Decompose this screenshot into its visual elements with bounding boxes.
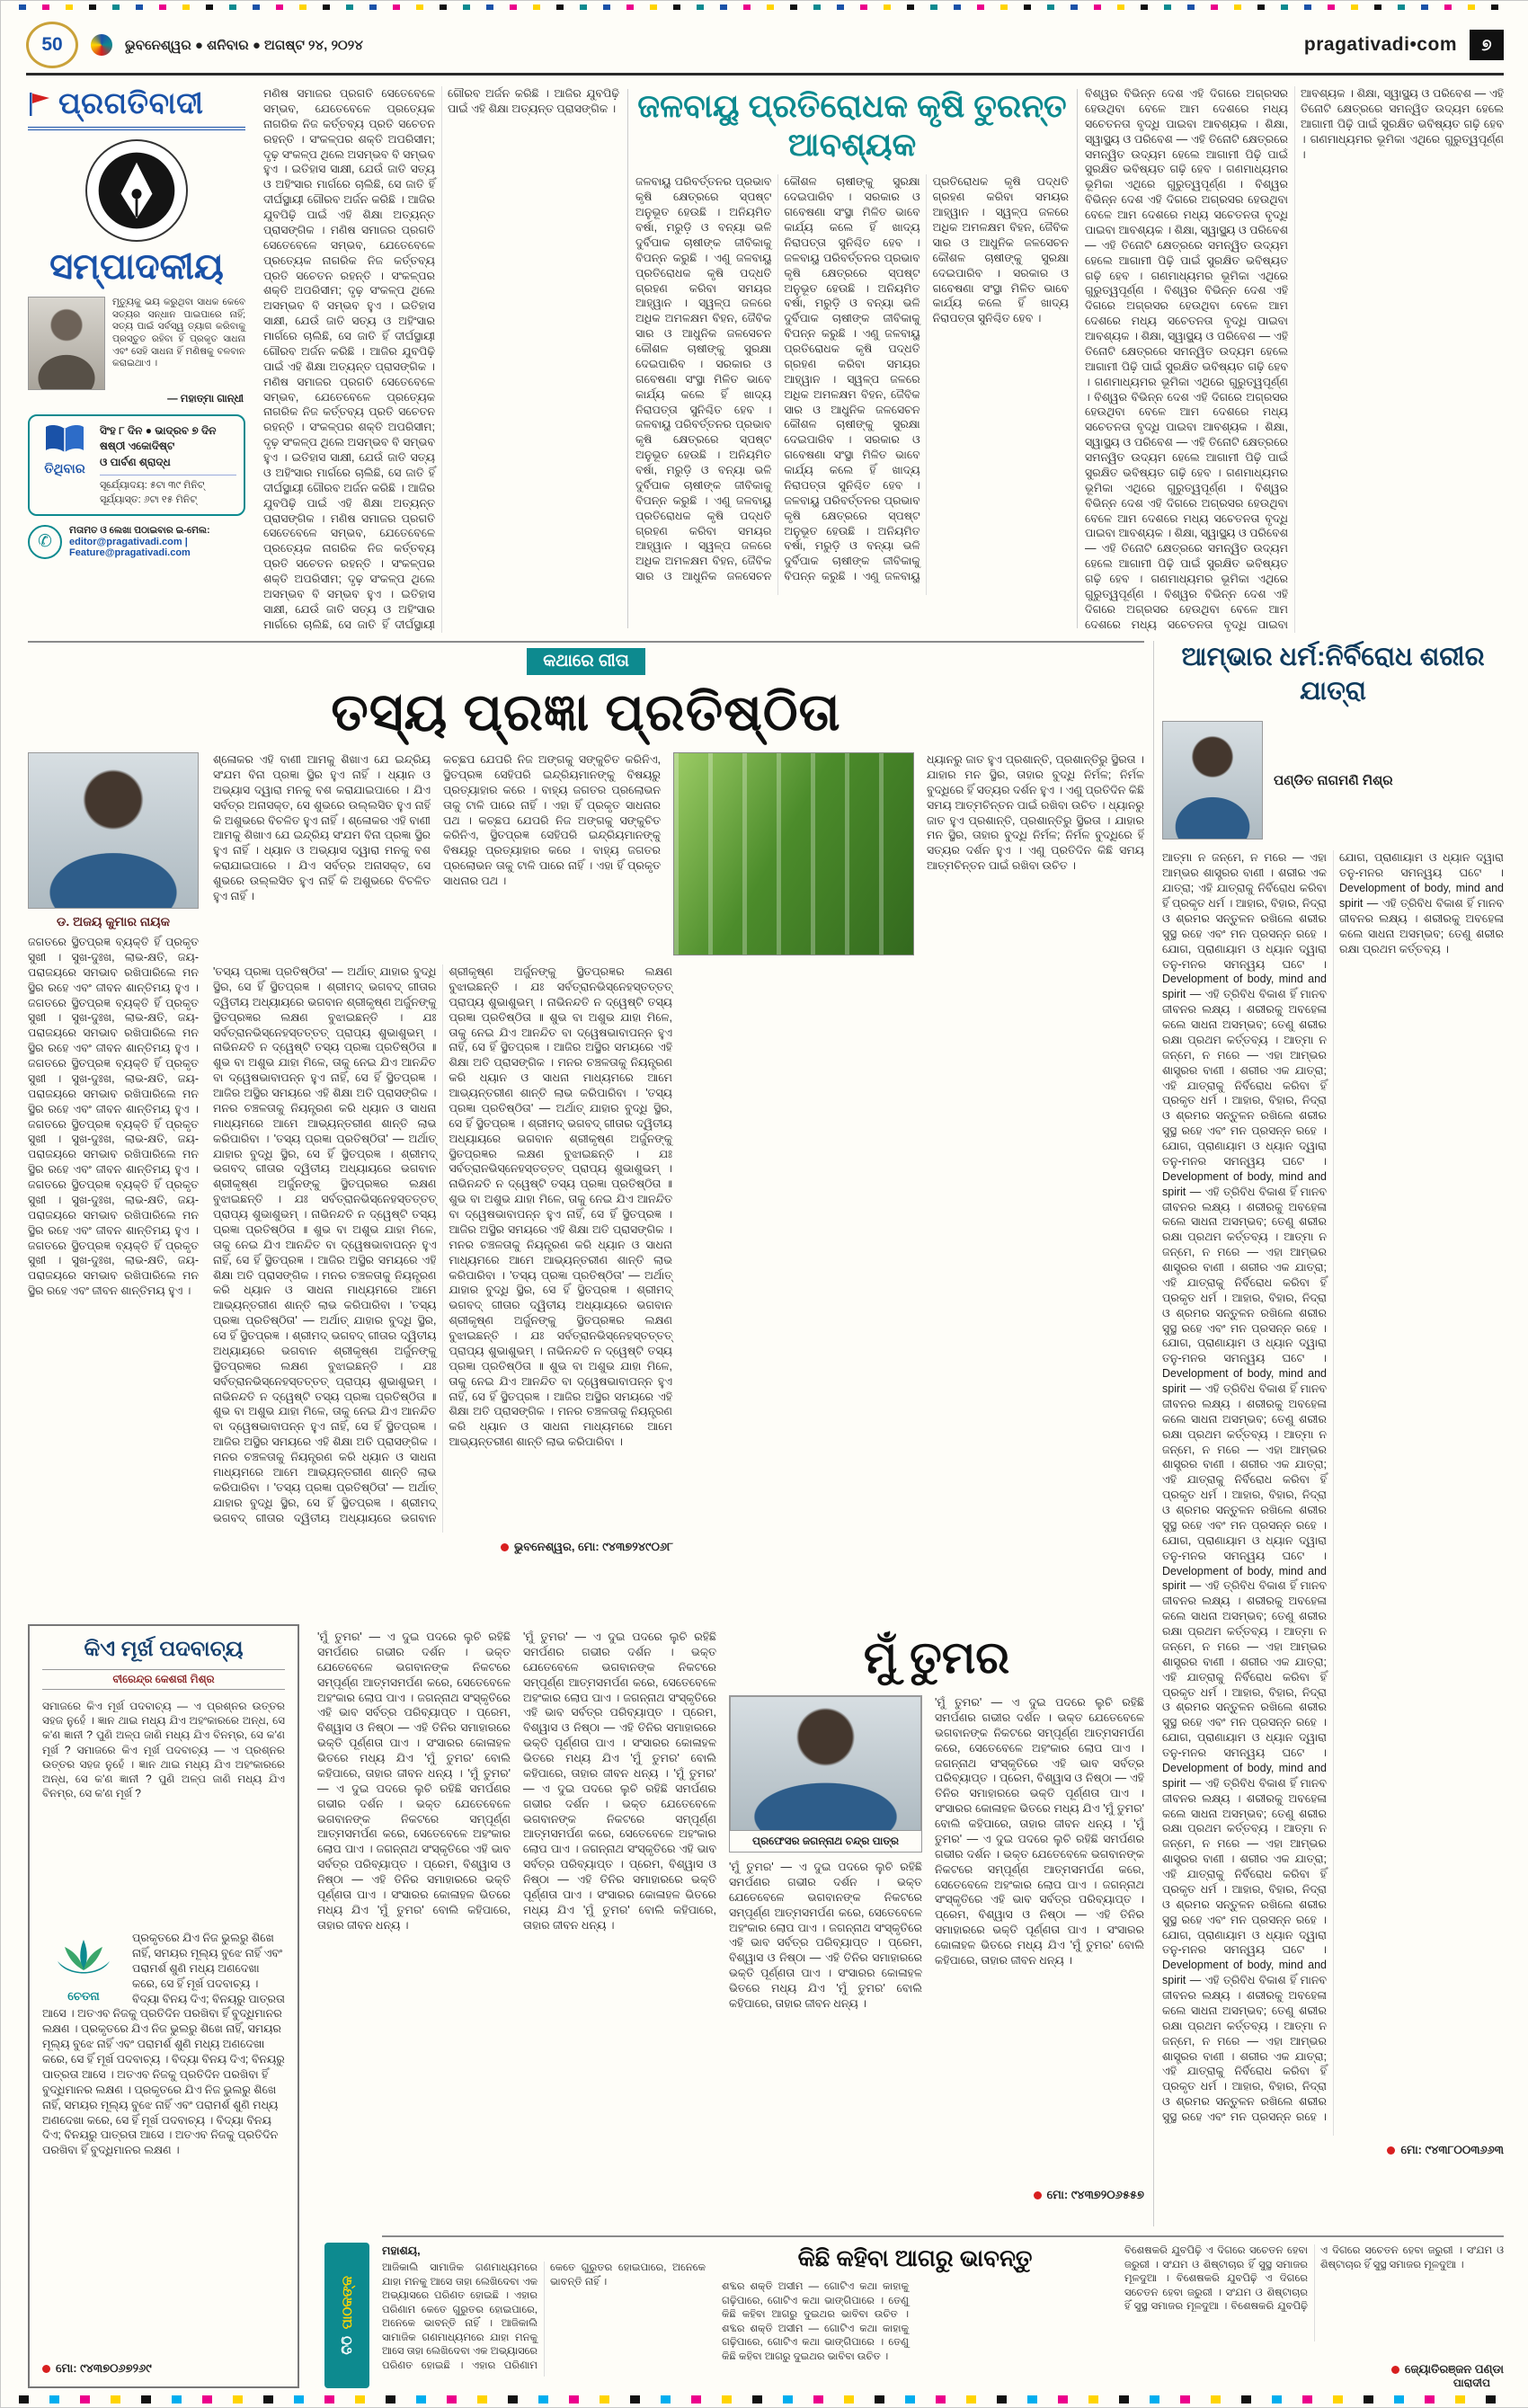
letter-salutation: ମହାଶୟ,: [382, 2244, 421, 2257]
panchanga-line-1: ସିଂହ ୮ ଦିନ ● ଭାଦ୍ରବ ୭ ଦିନ: [100, 424, 217, 437]
print-registration-marks-bottom: [19, 2395, 1511, 2404]
gita-rail-text: ଜଗତରେ ସ୍ଥିତପ୍ରଜ୍ଞ ବ୍ୟକ୍ତି ହିଁ ପ୍ରକୃତ ସୁଖୀ । ସୁଖ-ଦୁଃଖ, ଲାଭ-କ୍ଷତି, ଜୟ-ପରାଜୟରେ ସମଭାବ ରଖିପାରିଲେ ମନ ସ୍ଥିର ରହେ ଏବଂ ଜୀବନ ଶାନ୍ତିମୟ ହୁଏ । ଜଗତରେ ସ୍ଥିତପ୍ରଜ୍ଞ ବ୍ୟକ୍ତି ହିଁ ପ୍ରକୃତ ସୁଖୀ । ସୁଖ-ଦୁଃଖ, ଲାଭ-କ୍ଷତି, ଜୟ-ପରାଜୟରେ ସମଭାବ ରଖିପାରିଲେ ମନ ସ୍ଥିର ରହେ ଏବଂ ଜୀବନ ଶାନ୍ତିମୟ ହୁଏ । ଜଗତରେ ସ୍ଥିତପ୍ରଜ୍ଞ ବ୍ୟକ୍ତି ହିଁ ପ୍ରକୃତ ସୁଖୀ । ସୁଖ-ଦୁଃଖ, ଲାଭ-କ୍ଷତି, ଜୟ-ପରାଜୟରେ ସମଭାବ ରଖିପାରିଲେ ମନ ସ୍ଥିର ରହେ ଏବଂ ଜୀବନ ଶାନ୍ତିମୟ ହୁଏ । ଜଗତରେ ସ୍ଥିତପ୍ରଜ୍ଞ ବ୍ୟକ୍ତି ହିଁ ପ୍ରକୃତ ସୁଖୀ । ସୁଖ-ଦୁଃଖ, ଲାଭ-କ୍ଷତି, ଜୟ-ପରାଜୟରେ ସମଭାବ ରଖିପାରିଲେ ମନ ସ୍ଥିର ରହେ ଏବଂ ଜୀବନ ଶାନ୍ତିମୟ ହୁଏ । ଜଗତରେ ସ୍ଥିତପ୍ରଜ୍ଞ ବ୍ୟକ୍ତି ହିଁ ପ୍ରକୃତ ସୁଖୀ । ସୁଖ-ଦୁଃଖ, ଲାଭ-କ୍ଷତି, ଜୟ-ପରାଜୟରେ ସମଭାବ ରଖିପାରିଲେ ମନ ସ୍ଥିର ରହେ ଏବଂ ଜୀବନ ଶାନ୍ତିମୟ ହୁଏ । ଜଗତରେ ସ୍ଥିତପ୍ରଜ୍ଞ ବ୍ୟକ୍ତି ହିଁ ପ୍ରକୃତ ସୁଖୀ । ସୁଖ-ଦୁଃଖ, ଲାଭ-କ୍ଷତି, ଜୟ-ପରାଜୟରେ ସମଭାବ ରଖିପାରିଲେ ମନ ସ୍ଥିର ରହେ ଏବଂ ଜୀବନ ଶାନ୍ତିମୟ ହୁଏ ।: [28, 936, 199, 1298]
panchanga-line-2: ଷଷ୍ଠୀ ଏକୋଦିଷ୍ଟ: [100, 440, 175, 453]
dharma-article: [1162, 641, 1504, 2226]
tumara-article: [317, 1630, 1144, 2221]
editorial-pen-emblem: [28, 139, 245, 242]
dharma-contact: [1162, 2143, 1504, 2157]
letter-author-line: [1391, 2362, 1504, 2377]
sunrise-time: ସୂର୍ଯ୍ୟୋଦୟ: ୫ଟା ୩୯ ମିନିଟ୍: [100, 480, 205, 492]
column-divider: [627, 89, 628, 628]
panchanga-card: [28, 414, 245, 516]
quote-text: ମୃତ୍ୟୁକୁ ଭୟ କରୁଥିବା ସାଧକ କେବେ ସତ୍ୟର ସନ୍ଧାନ ପାଇପାରେ ନାହିଁ; ସତ୍ୟ ପାଇଁ ସର୍ବସ୍ୱ ତ୍ୟାଗ କରିବାକୁ ପ୍ରସ୍ତୁତ ରହିବା ହିଁ ପ୍ରକୃତ ସାଧନା ଏବଂ ସେହି ସାଧନା ହିଁ ମଣିଷକୁ ବଳବାନ କରାଇଥାଏ ।: [112, 297, 245, 369]
page-header: [26, 17, 1504, 76]
red-bullet-icon: [1034, 2191, 1042, 2199]
contact-block: [28, 525, 245, 559]
murkha-body-2: ପ୍ରକୃତରେ ଯିଏ ନିଜ ଭୁଲରୁ ଶିଖେ ନାହିଁ, ସମୟର ମୂଲ୍ୟ ବୁଝେ ନାହିଁ ଏବଂ ପରାମର୍ଶ ଶୁଣି ମଧ୍ୟ ଅଣଦେଖା କରେ, ସେ ହିଁ ମୂର୍ଖ ପଦବାଚ୍ୟ । ବିଦ୍ୟା ବିନୟ ଦିଏ; ବିନୟରୁ ପାତ୍ରତା ଆସେ । ଅତଏବ ନିଜକୁ ପ୍ରତିଦିନ ପରଖିବା ହିଁ ବୁଦ୍ଧିମାନର ଲକ୍ଷଣ । ପ୍ରକୃତରେ ଯିଏ ନିଜ ଭୁଲରୁ ଶିଖେ ନାହିଁ, ସମୟର ମୂଲ୍ୟ ବୁଝେ ନାହିଁ ଏବଂ ପରାମର୍ଶ ଶୁଣି ମଧ୍ୟ ଅଣଦେଖା କରେ, ସେ ହିଁ ମୂର୍ଖ ପଦବାଚ୍ୟ । ବିଦ୍ୟା ବିନୟ ଦିଏ; ବିନୟରୁ ପାତ୍ରତା ଆସେ । ଅତଏବ ନିଜକୁ ପ୍ରତିଦିନ ପରଖିବା ହିଁ ବୁଦ୍ଧିମାନର ଲକ୍ଷଣ । ପ୍ରକୃତରେ ଯିଏ ନିଜ ଭୁଲରୁ ଶିଖେ ନାହିଁ, ସମୟର ମୂଲ୍ୟ ବୁଝେ ନାହିଁ ଏବଂ ପରାମର୍ଶ ଶୁଣି ମଧ୍ୟ ଅଣଦେଖା କରେ, ସେ ହିଁ ମୂର୍ଖ ପଦବାଚ୍ୟ । ବିଦ୍ୟା ବିନୟ ଦିଏ; ବିନୟରୁ ପାତ୍ରତା ଆସେ । ଅତଏବ ନିଜକୁ ପ୍ରତିଦିନ ପରଖିବା ହିଁ ବୁଦ୍ଧିମାନର ଲକ୍ଷଣ ।: [42, 1932, 285, 2157]
column-divider: [1077, 89, 1078, 628]
tumara-contact: [935, 2188, 1144, 2202]
masthead-title: ପ୍ରଗତିବାଦୀ: [58, 86, 204, 120]
quote-block: [28, 297, 245, 390]
letters-label-bottom: ଚିଠି: [339, 2336, 355, 2355]
pen-nib-icon: [95, 149, 178, 232]
letters-strip-label: [324, 2243, 369, 2388]
gita-author-photo: [28, 752, 199, 909]
red-bullet-icon: [501, 1543, 509, 1551]
climate-body: ଜଳବାୟୁ ପରିବର୍ତ୍ତନର ପ୍ରଭାବ କୃଷି କ୍ଷେତ୍ରରେ ସ୍ପଷ୍ଟ ଅନୁଭୂତ ହେଉଛି । ଅନିୟମିତ ବର୍ଷା, ମରୁଡ଼ି ଓ ବନ୍ୟା ଭଳି ଦୁର୍ବିପାକ ଚାଷୀଙ୍କ ଜୀବିକାକୁ ବିପନ୍ନ କରୁଛି । ଏଣୁ ଜଳବାୟୁ ପ୍ରତିରୋଧକ କୃଷି ପଦ୍ଧତି ଗ୍ରହଣ କରିବା ସମୟର ଆହ୍ୱାନ । ସ୍ୱଳ୍ପ ଜଳରେ ଅଧିକ ଅମଳକ୍ଷମ ବିହନ, ଜୈବିକ ସାର ଓ ଆଧୁନିକ ଜଳସେଚନ କୌଶଳ ଚାଷୀଙ୍କୁ ସୁରକ୍ଷା ଦେଇପାରିବ । ସରକାର ଓ ଗବେଷଣା ସଂସ୍ଥା ମିଳିତ ଭାବେ କାର୍ଯ୍ୟ କଲେ ହିଁ ଖାଦ୍ୟ ନିରାପତ୍ତା ସୁନିଶ୍ଚିତ ହେବ । ଜଳବାୟୁ ପରିବର୍ତ୍ତନର ପ୍ରଭାବ କୃଷି କ୍ଷେତ୍ରରେ ସ୍ପଷ୍ଟ ଅନୁଭୂତ ହେଉଛି । ଅନିୟମିତ ବର୍ଷା, ମରୁଡ଼ି ଓ ବନ୍ୟା ଭଳି ଦୁର୍ବିପାକ ଚାଷୀଙ୍କ ଜୀବିକାକୁ ବିପନ୍ନ କରୁଛି । ଏଣୁ ଜଳବାୟୁ ପ୍ରତିରୋଧକ କୃଷି ପଦ୍ଧତି ଗ୍ରହଣ କରିବା ସମୟର ଆହ୍ୱାନ । ସ୍ୱଳ୍ପ ଜଳରେ ଅଧିକ ଅମଳକ୍ଷମ ବିହନ, ଜୈବିକ ସାର ଓ ଆଧୁନିକ ଜଳସେଚନ କୌଶଳ ଚାଷୀଙ୍କୁ ସୁରକ୍ଷା ଦେଇପାରିବ । ସରକାର ଓ ଗବେଷଣା ସଂସ୍ଥା ମିଳିତ ଭାବେ କାର୍ଯ୍ୟ କଲେ ହିଁ ଖାଦ୍ୟ ନିରାପତ୍ତା ସୁନିଶ୍ଚିତ ହେବ । ଜଳବାୟୁ ପରିବର୍ତ୍ତନର ପ୍ରଭାବ କୃଷି କ୍ଷେତ୍ରରେ ସ୍ପଷ୍ଟ ଅନୁଭୂତ ହେଉଛି । ଅନିୟମିତ ବର୍ଷା, ମରୁଡ଼ି ଓ ବନ୍ୟା ଭଳି ଦୁର୍ବିପାକ ଚାଷୀଙ୍କ ଜୀବିକାକୁ ବିପନ୍ନ କରୁଛି । ଏଣୁ ଜଳବାୟୁ ପ୍ରତିରୋଧକ କୃଷି ପଦ୍ଧତି ଗ୍ରହଣ କରିବା ସମୟର ଆହ୍ୱାନ । ସ୍ୱଳ୍ପ ଜଳରେ ଅଧିକ ଅମଳକ୍ଷମ ବିହନ, ଜୈବିକ ସାର ଓ ଆଧୁନିକ ଜଳସେଚନ କୌଶଳ ଚାଷୀଙ୍କୁ ସୁରକ୍ଷା ଦେଇପାରିବ । ସରକାର ଓ ଗବେଷଣା ସଂସ୍ଥା ମିଳିତ ଭାବେ କାର୍ଯ୍ୟ କଲେ ହିଁ ଖାଦ୍ୟ ନିରାପତ୍ତା ସୁନିଶ୍ଚିତ ହେବ । ଜଳବାୟୁ ପରିବର୍ତ୍ତନର ପ୍ରଭାବ କୃଷି କ୍ଷେତ୍ରରେ ସ୍ପଷ୍ଟ ଅନୁଭୂତ ହେଉଛି । ଅନିୟମିତ ବର୍ଷା, ମରୁଡ଼ି ଓ ବନ୍ୟା ଭଳି ଦୁର୍ବିପାକ ଚାଷୀଙ୍କ ଜୀବିକାକୁ ବିପନ୍ନ କରୁଛି । ଏଣୁ ଜଳବାୟୁ ପ୍ରତିରୋଧକ କୃଷି ପଦ୍ଧତି ଗ୍ରହଣ କରିବା ସମୟର ଆହ୍ୱାନ । ସ୍ୱଳ୍ପ ଜଳରେ ଅଧିକ ଅମଳକ୍ଷମ ବିହନ, ଜୈବିକ ସାର ଓ ଆଧୁନିକ ଜଳସେଚନ କୌଶଳ ଚାଷୀଙ୍କୁ ସୁରକ୍ଷା ଦେଇପାରିବ । ସରକାର ଓ ଗବେଷଣା ସଂସ୍ଥା ମିଳିତ ଭାବେ କାର୍ଯ୍ୟ କଲେ ହିଁ ଖାଦ୍ୟ ନିରାପତ୍ତା ସୁନିଶ୍ଚିତ ହେବ ।: [635, 175, 1069, 583]
red-bullet-icon: [1391, 2366, 1399, 2374]
gita-kicker: କଥାରେ ଗୀତା: [527, 648, 645, 675]
gita-author-name: ଡ. ଅଜୟ କୁମାର ନାୟକ: [57, 914, 170, 929]
dharma-contact-text: ମୋ: ୯୪୩୮୦୦୩୬୬୩: [1400, 2143, 1504, 2157]
book-icon: [44, 423, 85, 454]
editorial-body-2: ବିଶ୍ୱର ବିଭିନ୍ନ ଦେଶ ଏହି ଦିଗରେ ଅଗ୍ରସର ହେଉଥିବା ବେଳେ ଆମ ଦେଶରେ ମଧ୍ୟ ସଚେତନତା ବୃଦ୍ଧି ପାଇବା ଆବଶ୍ୟକ । ଶିକ୍ଷା, ସ୍ୱାସ୍ଥ୍ୟ ଓ ପରିବେଶ — ଏହି ତିନୋଟି କ୍ଷେତ୍ରରେ ସମନ୍ୱିତ ଉଦ୍ୟମ ହେଲେ ଆଗାମୀ ପିଢ଼ି ପାଇଁ ସୁରକ୍ଷିତ ଭବିଷ୍ୟତ ଗଢ଼ି ହେବ । ଗଣମାଧ୍ୟମର ଭୂମିକା ଏଥିରେ ଗୁରୁତ୍ୱପୂର୍ଣ୍ଣ । ବିଶ୍ୱର ବିଭିନ୍ନ ଦେଶ ଏହି ଦିଗରେ ଅଗ୍ରସର ହେଉଥିବା ବେଳେ ଆମ ଦେଶରେ ମଧ୍ୟ ସଚେତନତା ବୃଦ୍ଧି ପାଇବା ଆବଶ୍ୟକ । ଶିକ୍ଷା, ସ୍ୱାସ୍ଥ୍ୟ ଓ ପରିବେଶ — ଏହି ତିନୋଟି କ୍ଷେତ୍ରରେ ସମନ୍ୱିତ ଉଦ୍ୟମ ହେଲେ ଆଗାମୀ ପିଢ଼ି ପାଇଁ ସୁରକ୍ଷିତ ଭବିଷ୍ୟତ ଗଢ଼ି ହେବ । ଗଣମାଧ୍ୟମର ଭୂମିକା ଏଥିରେ ଗୁରୁତ୍ୱପୂର୍ଣ୍ଣ । ବିଶ୍ୱର ବିଭିନ୍ନ ଦେଶ ଏହି ଦିଗରେ ଅଗ୍ରସର ହେଉଥିବା ବେଳେ ଆମ ଦେଶରେ ମଧ୍ୟ ସଚେତନତା ବୃଦ୍ଧି ପାଇବା ଆବଶ୍ୟକ । ଶିକ୍ଷା, ସ୍ୱାସ୍ଥ୍ୟ ଓ ପରିବେଶ — ଏହି ତିନୋଟି କ୍ଷେତ୍ରରେ ସମନ୍ୱିତ ଉଦ୍ୟମ ହେଲେ ଆଗାମୀ ପିଢ଼ି ପାଇଁ ସୁରକ୍ଷିତ ଭବିଷ୍ୟତ ଗଢ଼ି ହେବ । ଗଣମାଧ୍ୟମର ଭୂମିକା ଏଥିରେ ଗୁରୁତ୍ୱପୂର୍ଣ୍ଣ । ବିଶ୍ୱର ବିଭିନ୍ନ ଦେଶ ଏହି ଦିଗରେ ଅଗ୍ରସର ହେଉଥିବା ବେଳେ ଆମ ଦେଶରେ ମଧ୍ୟ ସଚେତନତା ବୃଦ୍ଧି ପାଇବା ଆବଶ୍ୟକ । ଶିକ୍ଷା, ସ୍ୱାସ୍ଥ୍ୟ ଓ ପରିବେଶ — ଏହି ତିନୋଟି କ୍ଷେତ୍ରରେ ସମନ୍ୱିତ ଉଦ୍ୟମ ହେଲେ ଆଗାମୀ ପିଢ଼ି ପାଇଁ ସୁରକ୍ଷିତ ଭବିଷ୍ୟତ ଗଢ଼ି ହେବ । ଗଣମାଧ୍ୟମର ଭୂମିକା ଏଥିରେ ଗୁରୁତ୍ୱପୂର୍ଣ୍ଣ । ବିଶ୍ୱର ବିଭିନ୍ନ ଦେଶ ଏହି ଦିଗରେ ଅଗ୍ରସର ହେଉଥିବା ବେଳେ ଆମ ଦେଶରେ ମଧ୍ୟ ସଚେତନତା ବୃଦ୍ଧି ପାଇବା ଆବଶ୍ୟକ । ଶିକ୍ଷା, ସ୍ୱାସ୍ଥ୍ୟ ଓ ପରିବେଶ — ଏହି ତିନୋଟି କ୍ଷେତ୍ରରେ ସମନ୍ୱିତ ଉଦ୍ୟମ ହେଲେ ଆଗାମୀ ପିଢ଼ି ପାଇଁ ସୁରକ୍ଷିତ ଭବିଷ୍ୟତ ଗଢ଼ି ହେବ । ଗଣମାଧ୍ୟମର ଭୂମିକା ଏଥିରେ ଗୁରୁତ୍ୱପୂର୍ଣ୍ଣ । ବିଶ୍ୱର ବିଭିନ୍ନ ଦେଶ ଏହି ଦିଗରେ ଅଗ୍ରସର ହେଉଥିବା ବେଳେ ଆମ ଦେଶରେ ମଧ୍ୟ ସଚେତନତା ବୃଦ୍ଧି ପାଇବା ଆବଶ୍ୟକ । ଶିକ୍ଷା, ସ୍ୱାସ୍ଥ୍ୟ ଓ ପରିବେଶ — ଏହି ତିନୋଟି କ୍ଷେତ୍ରରେ ସମନ୍ୱିତ ଉଦ୍ୟମ ହେଲେ ଆଗାମୀ ପିଢ଼ି ପାଇଁ ସୁରକ୍ଷିତ ଭବିଷ୍ୟତ ଗଢ଼ି ହେବ । ଗଣମାଧ୍ୟମର ଭୂମିକା ଏଥିରେ ଗୁରୁତ୍ୱପୂର୍ଣ୍ଣ ।: [1085, 87, 1504, 631]
dharma-body: ଆତ୍ମା ନ ଜନ୍ମେ, ନ ମରେ — ଏହା ଆମ୍ଭର ଶାସ୍ତ୍ରର ବାଣୀ । ଶରୀର ଏକ ଯାତ୍ରା; ଏହି ଯାତ୍ରାକୁ ନିର୍ବିରୋଧ କରିବା ହିଁ ପ୍ରକୃତ ଧର୍ମ । ଆହାର, ବିହାର, ନିଦ୍ରା ଓ ଶ୍ରମର ସନ୍ତୁଳନ ରଖିଲେ ଶରୀର ସୁସ୍ଥ ରହେ ଏବଂ ମନ ପ୍ରସନ୍ନ ରହେ । ଯୋଗ, ପ୍ରାଣାୟାମ ଓ ଧ୍ୟାନ ଦ୍ୱାରା ତନୁ-ମନର ସମନ୍ୱୟ ଘଟେ । Development of body, mind and spirit — ଏହି ତ୍ରିବିଧ ବିକାଶ ହିଁ ମାନବ ଜୀବନର ଲକ୍ଷ୍ୟ । ଶରୀରକୁ ଅବହେଳା କଲେ ସାଧନା ଅସମ୍ଭବ; ତେଣୁ ଶରୀର ରକ୍ଷା ପ୍ରଥମ କର୍ତ୍ତବ୍ୟ । ଆତ୍ମା ନ ଜନ୍ମେ, ନ ମରେ — ଏହା ଆମ୍ଭର ଶାସ୍ତ୍ରର ବାଣୀ । ଶରୀର ଏକ ଯାତ୍ରା; ଏହି ଯାତ୍ରାକୁ ନିର୍ବିରୋଧ କରିବା ହିଁ ପ୍ରକୃତ ଧର୍ମ । ଆହାର, ବିହାର, ନିଦ୍ରା ଓ ଶ୍ରମର ସନ୍ତୁଳନ ରଖିଲେ ଶରୀର ସୁସ୍ଥ ରହେ ଏବଂ ମନ ପ୍ରସନ୍ନ ରହେ । ଯୋଗ, ପ୍ରାଣାୟାମ ଓ ଧ୍ୟାନ ଦ୍ୱାରା ତନୁ-ମନର ସମନ୍ୱୟ ଘଟେ । Development of body, mind and spirit — ଏହି ତ୍ରିବିଧ ବିକାଶ ହିଁ ମାନବ ଜୀବନର ଲକ୍ଷ୍ୟ । ଶରୀରକୁ ଅବହେଳା କଲେ ସାଧନା ଅସମ୍ଭବ; ତେଣୁ ଶରୀର ରକ୍ଷା ପ୍ରଥମ କର୍ତ୍ତବ୍ୟ । ଆତ୍ମା ନ ଜନ୍ମେ, ନ ମରେ — ଏହା ଆମ୍ଭର ଶାସ୍ତ୍ରର ବାଣୀ । ଶରୀର ଏକ ଯାତ୍ରା; ଏହି ଯାତ୍ରାକୁ ନିର୍ବିରୋଧ କରିବା ହିଁ ପ୍ରକୃତ ଧର୍ମ । ଆହାର, ବିହାର, ନିଦ୍ରା ଓ ଶ୍ରମର ସନ୍ତୁଳନ ରଖିଲେ ଶରୀର ସୁସ୍ଥ ରହେ ଏବଂ ମନ ପ୍ରସନ୍ନ ରହେ । ଯୋଗ, ପ୍ରାଣାୟାମ ଓ ଧ୍ୟାନ ଦ୍ୱାରା ତନୁ-ମନର ସମନ୍ୱୟ ଘଟେ । Development of body, mind and spirit — ଏହି ତ୍ରିବିଧ ବିକାଶ ହିଁ ମାନବ ଜୀବନର ଲକ୍ଷ୍ୟ । ଶରୀରକୁ ଅବହେଳା କଲେ ସାଧନା ଅସମ୍ଭବ; ତେଣୁ ଶରୀର ରକ୍ଷା ପ୍ରଥମ କର୍ତ୍ତବ୍ୟ । ଆତ୍ମା ନ ଜନ୍ମେ, ନ ମରେ — ଏହା ଆମ୍ଭର ଶାସ୍ତ୍ରର ବାଣୀ । ଶରୀର ଏକ ଯାତ୍ରା; ଏହି ଯାତ୍ରାକୁ ନିର୍ବିରୋଧ କରିବା ହିଁ ପ୍ରକୃତ ଧର୍ମ । ଆହାର, ବିହାର, ନିଦ୍ରା ଓ ଶ୍ରମର ସନ୍ତୁଳନ ରଖିଲେ ଶରୀର ସୁସ୍ଥ ରହେ ଏବଂ ମନ ପ୍ରସନ୍ନ ରହେ । ଯୋଗ, ପ୍ରାଣାୟାମ ଓ ଧ୍ୟାନ ଦ୍ୱାରା ତନୁ-ମନର ସମନ୍ୱୟ ଘଟେ । Development of body, mind and spirit — ଏହି ତ୍ରିବିଧ ବିକାଶ ହିଁ ମାନବ ଜୀବନର ଲକ୍ଷ୍ୟ । ଶରୀରକୁ ଅବହେଳା କଲେ ସାଧନା ଅସମ୍ଭବ; ତେଣୁ ଶରୀର ରକ୍ଷା ପ୍ରଥମ କର୍ତ୍ତବ୍ୟ । ଆତ୍ମା ନ ଜନ୍ମେ, ନ ମରେ — ଏହା ଆମ୍ଭର ଶାସ୍ତ୍ରର ବାଣୀ । ଶରୀର ଏକ ଯାତ୍ରା; ଏହି ଯାତ୍ରାକୁ ନିର୍ବିରୋଧ କରିବା ହିଁ ପ୍ରକୃତ ଧର୍ମ । ଆହାର, ବିହାର, ନିଦ୍ରା ଓ ଶ୍ରମର ସନ୍ତୁଳନ ରଖିଲେ ଶରୀର ସୁସ୍ଥ ରହେ ଏବଂ ମନ ପ୍ରସନ୍ନ ରହେ । ଯୋଗ, ପ୍ରାଣାୟାମ ଓ ଧ୍ୟାନ ଦ୍ୱାରା ତନୁ-ମନର ସମନ୍ୱୟ ଘଟେ । Development of body, mind and spirit — ଏହି ତ୍ରିବିଧ ବିକାଶ ହିଁ ମାନବ ଜୀବନର ଲକ୍ଷ୍ୟ । ଶରୀରକୁ ଅବହେଳା କଲେ ସାଧନା ଅସମ୍ଭବ; ତେଣୁ ଶରୀର ରକ୍ଷା ପ୍ରଥମ କର୍ତ୍ତବ୍ୟ । ଆତ୍ମା ନ ଜନ୍ମେ, ନ ମରେ — ଏହା ଆମ୍ଭର ଶାସ୍ତ୍ରର ବାଣୀ । ଶରୀର ଏକ ଯାତ୍ରା; ଏହି ଯାତ୍ରାକୁ ନିର୍ବିରୋଧ କରିବା ହିଁ ପ୍ରକୃତ ଧର୍ମ । ଆହାର, ବିହାର, ନିଦ୍ରା ଓ ଶ୍ରମର ସନ୍ତୁଳନ ରଖିଲେ ଶରୀର ସୁସ୍ଥ ରହେ ଏବଂ ମନ ପ୍ରସନ୍ନ ରହେ । ଯୋଗ, ପ୍ରାଣାୟାମ ଓ ଧ୍ୟାନ ଦ୍ୱାରା ତନୁ-ମନର ସମନ୍ୱୟ ଘଟେ । Development of body, mind and spirit — ଏହି ତ୍ରିବିଧ ବିକାଶ ହିଁ ମାନବ ଜୀବନର ଲକ୍ଷ୍ୟ । ଶରୀରକୁ ଅବହେଳା କଲେ ସାଧନା ଅସମ୍ଭବ; ତେଣୁ ଶରୀର ରକ୍ଷା ପ୍ରଥମ କର୍ତ୍ତବ୍ୟ । ଆତ୍ମା ନ ଜନ୍ମେ, ନ ମରେ — ଏହା ଆମ୍ଭର ଶାସ୍ତ୍ରର ବାଣୀ । ଶରୀର ଏକ ଯାତ୍ରା; ଏହି ଯାତ୍ରାକୁ ନିର୍ବିରୋଧ କରିବା ହିଁ ପ୍ରକୃତ ଧର୍ମ । ଆହାର, ବିହାର, ନିଦ୍ରା ଓ ଶ୍ରମର ସନ୍ତୁଳନ ରଖିଲେ ଶରୀର ସୁସ୍ଥ ରହେ ଏବଂ ମନ ପ୍ରସନ୍ନ ରହେ । ଯୋଗ, ପ୍ରାଣାୟାମ ଓ ଧ୍ୟାନ ଦ୍ୱାରା ତନୁ-ମନର ସମନ୍ୱୟ ଘଟେ । Development of body, mind and spirit — ଏହି ତ୍ରିବିଧ ବିକାଶ ହିଁ ମାନବ ଜୀବନର ଲକ୍ଷ୍ୟ । ଶରୀରକୁ ଅବହେଳା କଲେ ସାଧନା ଅସମ୍ଭବ; ତେଣୁ ଶରୀର ରକ୍ଷା ପ୍ରଥମ କର୍ତ୍ତବ୍ୟ ।: [1162, 851, 1504, 2123]
gita-article: [28, 641, 1144, 1617]
letters-section: [382, 2235, 1504, 2390]
tumara-author-name: ପ୍ରଫେସର ଜଗନ୍ନାଥ ଚନ୍ଦ୍ର ପାତ୍ର: [752, 1835, 899, 1847]
tumara-headline: ମୁଁ ତୁମର: [863, 1632, 1010, 1683]
letter-byline: [1124, 2360, 1504, 2390]
climate-headline: ଜଳବାୟୁ ପ୍ରତିରୋଧକ କୃଷି ତୁରନ୍ତ ଆବଶ୍ୟକ: [637, 87, 1067, 164]
gandhi-photo: [28, 297, 105, 390]
dateline: ଭୁବନେଶ୍ୱର ● ଶନିବାର ● ଅଗଷ୍ଟ ୨୪, ୨୦୨୪: [125, 37, 363, 53]
murkha-contact: [42, 2361, 285, 2376]
editorial-article: [263, 86, 619, 633]
editorial-sidebar: [28, 86, 245, 626]
letter-author-name: ଜ୍ୟୋତିରଞ୍ଜନ ପଣ୍ଡା: [1404, 2362, 1504, 2376]
anniversary-50-logo: [26, 22, 78, 68]
murkha-contact-text: ମୋ: ୯୪୩୭୦୬୭୨୬୯: [56, 2361, 152, 2375]
climate-article: [635, 86, 1069, 633]
letters-label-top: ପାଠକଙ୍କ: [339, 2276, 355, 2330]
contact-emails[interactable]: editor@pragativadi.com | Feature@pragativadi.com: [69, 537, 191, 559]
quote-author: — ମହାତ୍ମା ଗାନ୍ଧୀ: [167, 394, 244, 404]
tumara-contact-text: ମୋ: ୯୪୩୭୨୦୬୫୫୭: [1046, 2188, 1144, 2201]
gita-contact: [501, 1540, 1144, 1554]
lotus-label: ଚେତନା: [67, 1989, 100, 2003]
pragativadi-emblem-icon: [91, 34, 112, 56]
panchanga-line-3: ଓ ପାର୍ବଣ ଶ୍ରାଦ୍ଧ: [100, 455, 171, 468]
print-registration-marks-top: [19, 4, 1511, 10]
letters-headline: କିଛି କହିବା ଆଗରୁ ଭାବନ୍ତୁ: [797, 2244, 1033, 2271]
tumara-col-2: 'ମୁଁ ତୁମର' — ଏ ଦୁଇ ପଦରେ ଲୁଚି ରହିଛି ସମର୍ପଣର ଗଭୀର ଦର୍ଶନ । ଭକ୍ତ ଯେତେବେଳେ ଭଗବାନଙ୍କ ନିକଟରେ ସମ୍ପୂର୍ଣ୍ଣ ଆତ୍ମସମର୍ପଣ କରେ, ସେତେବେଳେ ଅହଂକାର ଲୋପ ପାଏ । ଜଗନ୍ନାଥ ସଂସ୍କୃତିରେ ଏହି ଭାବ ସର୍ବତ୍ର ପରିବ୍ୟାପ୍ତ । ପ୍ରେମ, ବିଶ୍ୱାସ ଓ ନିଷ୍ଠା — ଏହି ତିନିର ସମାହାରରେ ଭକ୍ତି ପୂର୍ଣ୍ଣତା ପାଏ । ସଂସାରର କୋଳାହଳ ଭିତରେ ମଧ୍ୟ ଯିଏ 'ମୁଁ ତୁମର' ବୋଲି କହିପାରେ, ତାହାର ଜୀବନ ଧନ୍ୟ । 'ମୁଁ ତୁମର' — ଏ ଦୁଇ ପଦରେ ଲୁଚି ରହିଛି ସମର୍ପଣର ଗଭୀର ଦର୍ଶନ । ଭକ୍ତ ଯେତେବେଳେ ଭଗବାନଙ୍କ ନିକଟରେ ସମ୍ପୂର୍ଣ୍ଣ ଆତ୍ମସମର୍ପଣ କରେ, ସେତେବେଳେ ଅହଂକାର ଲୋପ ପାଏ । ଜଗନ୍ନାଥ ସଂସ୍କୃତିରେ ଏହି ଭାବ ସର୍ବତ୍ର ପରିବ୍ୟାପ୍ତ । ପ୍ରେମ, ବିଶ୍ୱାସ ଓ ନିଷ୍ଠା — ଏହି ତିନିର ସମାହାରରେ ଭକ୍ତି ପୂର୍ଣ୍ଣତା ପାଏ । ସଂସାରର କୋଳାହଳ ଭିତରେ ମଧ୍ୟ ଯିଏ 'ମୁଁ ତୁମର' ବୋଲି କହିପାରେ, ତାହାର ଜୀବନ ଧନ୍ୟ ।: [523, 1631, 716, 1932]
red-bullet-icon: [42, 2365, 50, 2373]
masthead-flag-icon: [28, 91, 51, 118]
editorial-body: ମଣିଷ ସମାଜର ପ୍ରଗତି ସେତେବେଳେ ସମ୍ଭବ, ଯେତେବେଳେ ପ୍ରତ୍ୟେକ ନାଗରିକ ନିଜ କର୍ତ୍ତବ୍ୟ ପ୍ରତି ସଚେତନ ରହନ୍ତି । ସଂକଳ୍ପର ଶକ୍ତି ଅପରିସୀମ; ଦୃଢ଼ ସଂକଳ୍ପ ଥିଲେ ଅସମ୍ଭବ ବି ସମ୍ଭବ ହୁଏ । ଇତିହାସ ସାକ୍ଷୀ, ଯେଉଁ ଜାତି ସତ୍ୟ ଓ ଅହିଂସାର ମାର୍ଗରେ ଚାଲିଛି, ସେ ଜାତି ହିଁ ଦୀର୍ଘସ୍ଥାୟୀ ଗୌରବ ଅର୍ଜନ କରିଛି । ଆଜିର ଯୁବପିଢ଼ି ପାଇଁ ଏହି ଶିକ୍ଷା ଅତ୍ୟନ୍ତ ପ୍ରାସଙ୍ଗିକ । ମଣିଷ ସମାଜର ପ୍ରଗତି ସେତେବେଳେ ସମ୍ଭବ, ଯେତେବେଳେ ପ୍ରତ୍ୟେକ ନାଗରିକ ନିଜ କର୍ତ୍ତବ୍ୟ ପ୍ରତି ସଚେତନ ରହନ୍ତି । ସଂକଳ୍ପର ଶକ୍ତି ଅପରିସୀମ; ଦୃଢ଼ ସଂକଳ୍ପ ଥିଲେ ଅସମ୍ଭବ ବି ସମ୍ଭବ ହୁଏ । ଇତିହାସ ସାକ୍ଷୀ, ଯେଉଁ ଜାତି ସତ୍ୟ ଓ ଅହିଂସାର ମାର୍ଗରେ ଚାଲିଛି, ସେ ଜାତି ହିଁ ଦୀର୍ଘସ୍ଥାୟୀ ଗୌରବ ଅର୍ଜନ କରିଛି । ଆଜିର ଯୁବପିଢ଼ି ପାଇଁ ଏହି ଶିକ୍ଷା ଅତ୍ୟନ୍ତ ପ୍ରାସଙ୍ଗିକ । ମଣିଷ ସମାଜର ପ୍ରଗତି ସେତେବେଳେ ସମ୍ଭବ, ଯେତେବେଳେ ପ୍ରତ୍ୟେକ ନାଗରିକ ନିଜ କର୍ତ୍ତବ୍ୟ ପ୍ରତି ସଚେତନ ରହନ୍ତି । ସଂକଳ୍ପର ଶକ୍ତି ଅପରିସୀମ; ଦୃଢ଼ ସଂକଳ୍ପ ଥିଲେ ଅସମ୍ଭବ ବି ସମ୍ଭବ ହୁଏ । ଇତିହାସ ସାକ୍ଷୀ, ଯେଉଁ ଜାତି ସତ୍ୟ ଓ ଅହିଂସାର ମାର୍ଗରେ ଚାଲିଛି, ସେ ଜାତି ହିଁ ଦୀର୍ଘସ୍ଥାୟୀ ଗୌରବ ଅର୍ଜନ କରିଛି । ଆଜିର ଯୁବପିଢ଼ି ପାଇଁ ଏହି ଶିକ୍ଷା ଅତ୍ୟନ୍ତ ପ୍ରାସଙ୍ଗିକ । ମଣିଷ ସମାଜର ପ୍ରଗତି ସେତେବେଳେ ସମ୍ଭବ, ଯେତେବେଳେ ପ୍ରତ୍ୟେକ ନାଗରିକ ନିଜ କର୍ତ୍ତବ୍ୟ ପ୍ରତି ସଚେତନ ରହନ୍ତି । ସଂକଳ୍ପର ଶକ୍ତି ଅପରିସୀମ; ଦୃଢ଼ ସଂକଳ୍ପ ଥିଲେ ଅସମ୍ଭବ ବି ସମ୍ଭବ ହୁଏ । ଇତିହାସ ସାକ୍ଷୀ, ଯେଉଁ ଜାତି ସତ୍ୟ ଓ ଅହିଂସାର ମାର୍ଗରେ ଚାଲିଛି, ସେ ଜାତି ହିଁ ଦୀର୍ଘସ୍ଥାୟୀ ଗୌରବ ଅର୍ଜନ କରିଛି । ଆଜିର ଯୁବପିଢ଼ି ପାଇଁ ଏହି ଶିକ୍ଷା ଅତ୍ୟନ୍ତ ପ୍ରାସଙ୍ଗିକ ।: [263, 87, 619, 631]
tumara-col-1: 'ମୁଁ ତୁମର' — ଏ ଦୁଇ ପଦରେ ଲୁଚି ରହିଛି ସମର୍ପଣର ଗଭୀର ଦର୍ଶନ । ଭକ୍ତ ଯେତେବେଳେ ଭଗବାନଙ୍କ ନିକଟରେ ସମ୍ପୂର୍ଣ୍ଣ ଆତ୍ମସମର୍ପଣ କରେ, ସେତେବେଳେ ଅହଂକାର ଲୋପ ପାଏ । ଜଗନ୍ନାଥ ସଂସ୍କୃତିରେ ଏହି ଭାବ ସର୍ବତ୍ର ପରିବ୍ୟାପ୍ତ । ପ୍ରେମ, ବିଶ୍ୱାସ ଓ ନିଷ୍ଠା — ଏହି ତିନିର ସମାହାରରେ ଭକ୍ତି ପୂର୍ଣ୍ଣତା ପାଏ । ସଂସାରର କୋଳାହଳ ଭିତରେ ମଧ୍ୟ ଯିଏ 'ମୁଁ ତୁମର' ବୋଲି କହିପାରେ, ତାହାର ଜୀବନ ଧନ୍ୟ । 'ମୁଁ ତୁମର' — ଏ ଦୁଇ ପଦରେ ଲୁଚି ରହିଛି ସମର୍ପଣର ଗଭୀର ଦର୍ଶନ । ଭକ୍ତ ଯେତେବେଳେ ଭଗବାନଙ୍କ ନିକଟରେ ସମ୍ପୂର୍ଣ୍ଣ ଆତ୍ମସମର୍ପଣ କରେ, ସେତେବେଳେ ଅହଂକାର ଲୋପ ପାଏ । ଜଗନ୍ନାଥ ସଂସ୍କୃତିରେ ଏହି ଭାବ ସର୍ବତ୍ର ପରିବ୍ୟାପ୍ତ । ପ୍ରେମ, ବିଶ୍ୱାସ ଓ ନିଷ୍ଠା — ଏହି ତିନିର ସମାହାରରେ ଭକ୍ତି ପୂର୍ଣ୍ଣତା ପାଏ । ସଂସାରର କୋଳାହଳ ଭିତରେ ମଧ୍ୟ ଯିଏ 'ମୁଁ ତୁମର' ବୋଲି କହିପାରେ, ତାହାର ଜୀବନ ଧନ୍ୟ ।: [317, 1631, 511, 1932]
anniversary-number: 50: [41, 34, 63, 55]
letter-author-place: ପାରାଦୀପ: [1452, 2377, 1490, 2389]
letter-body-3: ବିଶେଷକରି ଯୁବପିଢ଼ି ଏ ଦିଗରେ ସଚେତନ ହେବା ଜରୁରୀ । ସଂଯମ ଓ ଶିଷ୍ଟାଚାର ହିଁ ସୁସ୍ଥ ସମାଜର ମୂଳଦୁଆ । ବିଶେଷକରି ଯୁବପିଢ଼ି ଏ ଦିଗରେ ସଚେତନ ହେବା ଜରୁରୀ । ସଂଯମ ଓ ଶିଷ୍ଟାଚାର ହିଁ ସୁସ୍ଥ ସମାଜର ମୂଳଦୁଆ । ବିଶେଷକରି ଯୁବପିଢ଼ି ଏ ଦିଗରେ ସଚେତନ ହେବା ଜରୁରୀ । ସଂଯମ ଓ ଶିଷ୍ଟାଚାର ହିଁ ସୁସ୍ଥ ସମାଜର ମୂଳଦୁଆ ।: [1124, 2245, 1504, 2313]
dharma-author-photo: [1162, 721, 1263, 840]
gita-paragraph-2: କଚ୍ଛପ ଯେପରି ନିଜ ଅଙ୍ଗକୁ ସଙ୍କୁଚିତ କରିନିଏ, ସ୍ଥିତପ୍ରଜ୍ଞ ସେହିପରି ଇନ୍ଦ୍ରିୟମାନଙ୍କୁ ବିଷୟରୁ ପ୍ରତ୍ୟାହାର କରେ । ବାହ୍ୟ ଜଗତର ପ୍ରଲୋଭନ ତାକୁ ଟାଳି ପାରେ ନାହିଁ । ଏହା ହିଁ ପ୍ରକୃତ ସାଧନାର ପଥ । କଚ୍ଛପ ଯେପରି ନିଜ ଅଙ୍ଗକୁ ସଙ୍କୁଚିତ କରିନିଏ, ସ୍ଥିତପ୍ରଜ୍ଞ ସେହିପରି ଇନ୍ଦ୍ରିୟମାନଙ୍କୁ ବିଷୟରୁ ପ୍ରତ୍ୟାହାର କରେ । ବାହ୍ୟ ଜଗତର ପ୍ରଲୋଭନ ତାକୁ ଟାଳି ପାରେ ନାହିଁ । ଏହା ହିଁ ପ୍ରକୃତ ସାଧନାର ପଥ ।: [443, 753, 661, 887]
murkha-article: [28, 1624, 299, 2388]
letter-body-1: ଆଜିକାଲି ସାମାଜିକ ଗଣମାଧ୍ୟମରେ ଯାହା ମନକୁ ଆସେ ତାହା ଲେଖିଦେବା ଏକ ଅଭ୍ୟାସରେ ପରିଣତ ହୋଇଛି । ଏହାର ପରିଣାମ କେତେ ଗୁରୁତର ହୋଇପାରେ, ଅନେକେ ଭାବନ୍ତି ନାହିଁ । ଆଜିକାଲି ସାମାଜିକ ଗଣମାଧ୍ୟମରେ ଯାହା ମନକୁ ଆସେ ତାହା ଲେଖିଦେବା ଏକ ଅଭ୍ୟାସରେ ପରିଣତ ହୋଇଛି । ଏହାର ପରିଣାମ କେତେ ଗୁରୁତର ହୋଇପାରେ, ଅନେକେ ଭାବନ୍ତି ନାହିଁ ।: [382, 2262, 706, 2371]
gita-paragraph-1: ଶ୍ଳୋକର ଏହି ବାଣୀ ଆମକୁ ଶିଖାଏ ଯେ ଇନ୍ଦ୍ରିୟ ସଂଯମ ବିନା ପ୍ରଜ୍ଞା ସ୍ଥିର ହୁଏ ନାହିଁ । ଧ୍ୟାନ ଓ ଅଭ୍ୟାସ ଦ୍ୱାରା ମନକୁ ବଶ କରାଯାଇପାରେ । ଯିଏ ସର୍ବତ୍ର ଅନାସକ୍ତ, ସେ ଶୁଭରେ ଉଲ୍ଲସିତ ହୁଏ ନାହିଁ କି ଅଶୁଭରେ ବିଚଳିତ ହୁଏ ନାହିଁ । ଶ୍ଳୋକର ଏହି ବାଣୀ ଆମକୁ ଶିଖାଏ ଯେ ଇନ୍ଦ୍ରିୟ ସଂଯମ ବିନା ପ୍ରଜ୍ଞା ସ୍ଥିର ହୁଏ ନାହିଁ । ଧ୍ୟାନ ଓ ଅଭ୍ୟାସ ଦ୍ୱାରା ମନକୁ ବଶ କରାଯାଇପାରେ । ଯିଏ ସର୍ବତ୍ର ଅନାସକ୍ତ, ସେ ଶୁଭରେ ଉଲ୍ଲସିତ ହୁଏ ନାହିଁ କି ଅଶୁଭରେ ବିଚଳିତ ହୁଏ ନାହିଁ ।: [213, 753, 431, 902]
phone-icon: ✆: [28, 525, 62, 559]
contact-label: ମତାମତ ଓ ଲେଖା ପଠାଇବାର ଇ-ମେଲ:: [69, 525, 210, 537]
editorial-continued: [1085, 86, 1504, 633]
murkha-author-name: ବୀରେନ୍ଦ୍ର କେଶରୀ ମିଶ୍ର: [42, 1669, 285, 1690]
panchanga-label: ତିଥିବାର: [44, 462, 85, 476]
section-title: ସମ୍ପାଦକୀୟ: [49, 247, 224, 287]
dharma-headline: ଆମ୍ଭାର ଧର୍ମ:ନିର୍ବିରୋଧ ଶରୀର ଯାତ୍ରା: [1181, 643, 1485, 706]
page-number-badge: ୭: [1470, 30, 1504, 60]
red-bullet-icon: [1387, 2146, 1395, 2155]
tumara-author-photo: [730, 1696, 921, 1831]
gita-contact-text: ଭୁବନେଶ୍ୱର, ମୋ: ୯୪୩୭୨୪୯୦୬୮: [514, 1540, 673, 1553]
lotus-icon: [52, 1934, 115, 1986]
column-divider: [1153, 641, 1154, 2226]
dharma-author-name: ପଣ୍ଡିତ ନାଗମଣି ମିଶ୍ର: [1274, 772, 1393, 788]
bamboo-photo: [673, 752, 914, 955]
gita-paragraph-3: ଧ୍ୟାନରୁ ଜାତ ହୁଏ ପ୍ରଶାନ୍ତି, ପ୍ରଶାନ୍ତିରୁ ସ୍ଥିରତା । ଯାହାର ମନ ସ୍ଥିର, ତାହାର ବୁଦ୍ଧି ନିର୍ମଳ; ନିର୍ମଳ ବୁଦ୍ଧିରେ ହିଁ ସତ୍ୟର ଦର୍ଶନ ହୁଏ । ଏଣୁ ପ୍ରତିଦିନ କିଛି ସମୟ ଆତ୍ମଚିନ୍ତନ ପାଇଁ ରଖିବା ଉଚିତ । ଧ୍ୟାନରୁ ଜାତ ହୁଏ ପ୍ରଶାନ୍ତି, ପ୍ରଶାନ୍ତିରୁ ସ୍ଥିରତା । ଯାହାର ମନ ସ୍ଥିର, ତାହାର ବୁଦ୍ଧି ନିର୍ମଳ; ନିର୍ମଳ ବୁଦ୍ଧିରେ ହିଁ ସତ୍ୟର ଦର୍ଶନ ହୁଏ । ଏଣୁ ପ୍ରତିଦିନ କିଛି ସମୟ ଆତ୍ମଚିନ୍ତନ ପାଇଁ ରଖିବା ଉଚିତ ।: [927, 753, 1144, 873]
website-url: pragativadi•com: [1303, 34, 1457, 55]
sunset-time: ସୂର୍ଯ୍ୟାସ୍ତ: ୬ଟା ୧୫ ମିନିଟ୍: [100, 493, 197, 505]
murkha-headline: କିଏ ମୂର୍ଖ ପଦବାଚ୍ୟ: [84, 1637, 244, 1661]
murkha-body-1: ସମାଜରେ କିଏ ମୂର୍ଖ ପଦବାଚ୍ୟ — ଏ ପ୍ରଶ୍ନର ଉତ୍ତର ସହଜ ନୁହେଁ । ଜ୍ଞାନ ଥାଇ ମଧ୍ୟ ଯିଏ ଅହଂକାରରେ ଅନ୍ଧ, ସେ କ'ଣ ଜ୍ଞାନୀ ? ପୁଣି ଅଳ୍ପ ଜାଣି ମଧ୍ୟ ଯିଏ ବିନମ୍ର, ସେ କ'ଣ ମୂର୍ଖ ? ସମାଜରେ କିଏ ମୂର୍ଖ ପଦବାଚ୍ୟ — ଏ ପ୍ରଶ୍ନର ଉତ୍ତର ସହଜ ନୁହେଁ । ଜ୍ଞାନ ଥାଇ ମଧ୍ୟ ଯିଏ ଅହଂକାରରେ ଅନ୍ଧ, ସେ କ'ଣ ଜ୍ଞାନୀ ? ପୁଣି ଅଳ୍ପ ଜାଣି ମଧ୍ୟ ଯିଏ ବିନମ୍ର, ସେ କ'ଣ ମୂର୍ଖ ?: [42, 1700, 285, 1800]
lotus-emblem: [42, 1934, 125, 2004]
gita-body: 'ତସ୍ୟ ପ୍ରଜ୍ଞା ପ୍ରତିଷ୍ଠିତା' — ଅର୍ଥାତ୍ ଯାହାର ବୁଦ୍ଧି ସ୍ଥିର, ସେ ହିଁ ସ୍ଥିତପ୍ରଜ୍ଞ । ଶ୍ରୀମଦ୍ ଭଗବଦ୍ ଗୀତାର ଦ୍ୱିତୀୟ ଅଧ୍ୟାୟରେ ଭଗବାନ ଶ୍ରୀକୃଷ୍ଣ ଅର୍ଜୁନଙ୍କୁ ସ୍ଥିତପ୍ରଜ୍ଞର ଲକ୍ଷଣ ବୁଝାଇଛନ୍ତି । ଯଃ ସର୍ବତ୍ରାନଭିସ୍ନେହସ୍ତତ୍ତତ୍ ପ୍ରାପ୍ୟ ଶୁଭାଶୁଭମ୍ । ନାଭିନନ୍ଦତି ନ ଦ୍ୱେଷ୍ଟି ତସ୍ୟ ପ୍ରଜ୍ଞା ପ୍ରତିଷ୍ଠିତା ॥ ଶୁଭ ବା ଅଶୁଭ ଯାହା ମିଳେ, ତାକୁ ନେଇ ଯିଏ ଆନନ୍ଦିତ ବା ଦ୍ୱେଷଭାବାପନ୍ନ ହୁଏ ନାହିଁ, ସେ ହିଁ ସ୍ଥିତପ୍ରଜ୍ଞ । ଆଜିର ଅସ୍ଥିର ସମୟରେ ଏହି ଶିକ୍ଷା ଅତି ପ୍ରାସଙ୍ଗିକ । ମନର ଚଞ୍ଚଳତାକୁ ନିୟନ୍ତ୍ରଣ କରି ଧ୍ୟାନ ଓ ସାଧନା ମାଧ୍ୟମରେ ଆମେ ଆଭ୍ୟନ୍ତରୀଣ ଶାନ୍ତି ଲାଭ କରିପାରିବା । 'ତସ୍ୟ ପ୍ରଜ୍ଞା ପ୍ରତିଷ୍ଠିତା' — ଅର୍ଥାତ୍ ଯାହାର ବୁଦ୍ଧି ସ୍ଥିର, ସେ ହିଁ ସ୍ଥିତପ୍ରଜ୍ଞ । ଶ୍ରୀମଦ୍ ଭଗବଦ୍ ଗୀତାର ଦ୍ୱିତୀୟ ଅଧ୍ୟାୟରେ ଭଗବାନ ଶ୍ରୀକୃଷ୍ଣ ଅର୍ଜୁନଙ୍କୁ ସ୍ଥିତପ୍ରଜ୍ଞର ଲକ୍ଷଣ ବୁଝାଇଛନ୍ତି । ଯଃ ସର୍ବତ୍ରାନଭିସ୍ନେହସ୍ତତ୍ତତ୍ ପ୍ରାପ୍ୟ ଶୁଭାଶୁଭମ୍ । ନାଭିନନ୍ଦତି ନ ଦ୍ୱେଷ୍ଟି ତସ୍ୟ ପ୍ରଜ୍ଞା ପ୍ରତିଷ୍ଠିତା ॥ ଶୁଭ ବା ଅଶୁଭ ଯାହା ମିଳେ, ତାକୁ ନେଇ ଯିଏ ଆନନ୍ଦିତ ବା ଦ୍ୱେଷଭାବାପନ୍ନ ହୁଏ ନାହିଁ, ସେ ହିଁ ସ୍ଥିତପ୍ରଜ୍ଞ । ଆଜିର ଅସ୍ଥିର ସମୟରେ ଏହି ଶିକ୍ଷା ଅତି ପ୍ରାସଙ୍ଗିକ । ମନର ଚଞ୍ଚଳତାକୁ ନିୟନ୍ତ୍ରଣ କରି ଧ୍ୟାନ ଓ ସାଧନା ମାଧ୍ୟମରେ ଆମେ ଆଭ୍ୟନ୍ତରୀଣ ଶାନ୍ତି ଲାଭ କରିପାରିବା । 'ତସ୍ୟ ପ୍ରଜ୍ଞା ପ୍ରତିଷ୍ଠିତା' — ଅର୍ଥାତ୍ ଯାହାର ବୁଦ୍ଧି ସ୍ଥିର, ସେ ହିଁ ସ୍ଥିତପ୍ରଜ୍ଞ । ଶ୍ରୀମଦ୍ ଭଗବଦ୍ ଗୀତାର ଦ୍ୱିତୀୟ ଅଧ୍ୟାୟରେ ଭଗବାନ ଶ୍ରୀକୃଷ୍ଣ ଅର୍ଜୁନଙ୍କୁ ସ୍ଥିତପ୍ରଜ୍ଞର ଲକ୍ଷଣ ବୁଝାଇଛନ୍ତି । ଯଃ ସର୍ବତ୍ରାନଭିସ୍ନେହସ୍ତତ୍ତତ୍ ପ୍ରାପ୍ୟ ଶୁଭାଶୁଭମ୍ । ନାଭିନନ୍ଦତି ନ ଦ୍ୱେଷ୍ଟି ତସ୍ୟ ପ୍ରଜ୍ଞା ପ୍ରତିଷ୍ଠିତା ॥ ଶୁଭ ବା ଅଶୁଭ ଯାହା ମିଳେ, ତାକୁ ନେଇ ଯିଏ ଆନନ୍ଦିତ ବା ଦ୍ୱେଷଭାବାପନ୍ନ ହୁଏ ନାହିଁ, ସେ ହିଁ ସ୍ଥିତପ୍ରଜ୍ଞ । ଆଜିର ଅସ୍ଥିର ସମୟରେ ଏହି ଶିକ୍ଷା ଅତି ପ୍ରାସଙ୍ଗିକ । ମନର ଚଞ୍ଚଳତାକୁ ନିୟନ୍ତ୍ରଣ କରି ଧ୍ୟାନ ଓ ସାଧନା ମାଧ୍ୟମରେ ଆମେ ଆଭ୍ୟନ୍ତରୀଣ ଶାନ୍ତି ଲାଭ କରିପାରିବା । 'ତସ୍ୟ ପ୍ରଜ୍ଞା ପ୍ରତିଷ୍ଠିତା' — ଅର୍ଥାତ୍ ଯାହାର ବୁଦ୍ଧି ସ୍ଥିର, ସେ ହିଁ ସ୍ଥିତପ୍ରଜ୍ଞ । ଶ୍ରୀମଦ୍ ଭଗବଦ୍ ଗୀତାର ଦ୍ୱିତୀୟ ଅଧ୍ୟାୟରେ ଭଗବାନ ଶ୍ରୀକୃଷ୍ଣ ଅର୍ଜୁନଙ୍କୁ ସ୍ଥିତପ୍ରଜ୍ଞର ଲକ୍ଷଣ ବୁଝାଇଛନ୍ତି । ଯଃ ସର୍ବତ୍ରାନଭିସ୍ନେହସ୍ତତ୍ତତ୍ ପ୍ରାପ୍ୟ ଶୁଭାଶୁଭମ୍ । ନାଭିନନ୍ଦତି ନ ଦ୍ୱେଷ୍ଟି ତସ୍ୟ ପ୍ରଜ୍ଞା ପ୍ରତିଷ୍ଠିତା ॥ ଶୁଭ ବା ଅଶୁଭ ଯାହା ମିଳେ, ତାକୁ ନେଇ ଯିଏ ଆନନ୍ଦିତ ବା ଦ୍ୱେଷଭାବାପନ୍ନ ହୁଏ ନାହିଁ, ସେ ହିଁ ସ୍ଥିତପ୍ରଜ୍ଞ । ଆଜିର ଅସ୍ଥିର ସମୟରେ ଏହି ଶିକ୍ଷା ଅତି ପ୍ରାସଙ୍ଗିକ । ମନର ଚଞ୍ଚଳତାକୁ ନିୟନ୍ତ୍ରଣ କରି ଧ୍ୟାନ ଓ ସାଧନା ମାଧ୍ୟମରେ ଆମେ ଆଭ୍ୟନ୍ତରୀଣ ଶାନ୍ତି ଲାଭ କରିପାରିବା । 'ତସ୍ୟ ପ୍ରଜ୍ଞା ପ୍ରତିଷ୍ଠିତା' — ଅର୍ଥାତ୍ ଯାହାର ବୁଦ୍ଧି ସ୍ଥିର, ସେ ହିଁ ସ୍ଥିତପ୍ରଜ୍ଞ । ଶ୍ରୀମଦ୍ ଭଗବଦ୍ ଗୀତାର ଦ୍ୱିତୀୟ ଅଧ୍ୟାୟରେ ଭଗବାନ ଶ୍ରୀକୃଷ୍ଣ ଅର୍ଜୁନଙ୍କୁ ସ୍ଥିତପ୍ରଜ୍ଞର ଲକ୍ଷଣ ବୁଝାଇଛନ୍ତି । ଯଃ ସର୍ବତ୍ରାନଭିସ୍ନେହସ୍ତତ୍ତତ୍ ପ୍ରାପ୍ୟ ଶୁଭାଶୁଭମ୍ । ନାଭିନନ୍ଦତି ନ ଦ୍ୱେଷ୍ଟି ତସ୍ୟ ପ୍ରଜ୍ଞା ପ୍ରତିଷ୍ଠିତା ॥ ଶୁଭ ବା ଅଶୁଭ ଯାହା ମିଳେ, ତାକୁ ନେଇ ଯିଏ ଆନନ୍ଦିତ ବା ଦ୍ୱେଷଭାବାପନ୍ନ ହୁଏ ନାହିଁ, ସେ ହିଁ ସ୍ଥିତପ୍ରଜ୍ଞ । ଆଜିର ଅସ୍ଥିର ସମୟରେ ଏହି ଶିକ୍ଷା ଅତି ପ୍ରାସଙ୍ଗିକ । ମନର ଚଞ୍ଚଳତାକୁ ନିୟନ୍ତ୍ରଣ କରି ଧ୍ୟାନ ଓ ସାଧନା ମାଧ୍ୟମରେ ଆମେ ଆଭ୍ୟନ୍ତରୀଣ ଶାନ୍ତି ଲାଭ କରିପାରିବା । 'ତସ୍ୟ ପ୍ରଜ୍ଞା ପ୍ରତିଷ୍ଠିତା' — ଅର୍ଥାତ୍ ଯାହାର ବୁଦ୍ଧି ସ୍ଥିର, ସେ ହିଁ ସ୍ଥିତପ୍ରଜ୍ଞ । ଶ୍ରୀମଦ୍ ଭଗବଦ୍ ଗୀତାର ଦ୍ୱିତୀୟ ଅଧ୍ୟାୟରେ ଭଗବାନ ଶ୍ରୀକୃଷ୍ଣ ଅର୍ଜୁନଙ୍କୁ ସ୍ଥିତପ୍ରଜ୍ଞର ଲକ୍ଷଣ ବୁଝାଇଛନ୍ତି । ଯଃ ସର୍ବତ୍ରାନଭିସ୍ନେହସ୍ତତ୍ତତ୍ ପ୍ରାପ୍ୟ ଶୁଭାଶୁଭମ୍ । ନାଭିନନ୍ଦତି ନ ଦ୍ୱେଷ୍ଟି ତସ୍ୟ ପ୍ରଜ୍ଞା ପ୍ରତିଷ୍ଠିତା ॥ ଶୁଭ ବା ଅଶୁଭ ଯାହା ମିଳେ, ତାକୁ ନେଇ ଯିଏ ଆନନ୍ଦିତ ବା ଦ୍ୱେଷଭାବାପନ୍ନ ହୁଏ ନାହିଁ, ସେ ହିଁ ସ୍ଥିତପ୍ରଜ୍ଞ । ଆଜିର ଅସ୍ଥିର ସମୟରେ ଏହି ଶିକ୍ଷା ଅତି ପ୍ରାସଙ୍ଗିକ । ମନର ଚଞ୍ଚଳତାକୁ ନିୟନ୍ତ୍ରଣ କରି ଧ୍ୟାନ ଓ ସାଧନା ମାଧ୍ୟମରେ ଆମେ ଆଭ୍ୟନ୍ତରୀଣ ଶାନ୍ତି ଲାଭ କରିପାରିବା ।: [213, 965, 672, 1524]
masthead: [28, 86, 245, 130]
gita-headline: ତସ୍ୟ ପ୍ରଜ୍ଞା ପ୍ରତିଷ୍ଠିତା: [331, 683, 841, 742]
tumara-author-card: [729, 1695, 922, 1853]
tumara-col-4: 'ମୁଁ ତୁମର' — ଏ ଦୁଇ ପଦରେ ଲୁଚି ରହିଛି ସମର୍ପଣର ଗଭୀର ଦର୍ଶନ । ଭକ୍ତ ଯେତେବେଳେ ଭଗବାନଙ୍କ ନିକଟରେ ସମ୍ପୂର୍ଣ୍ଣ ଆତ୍ମସମର୍ପଣ କରେ, ସେତେବେଳେ ଅହଂକାର ଲୋପ ପାଏ । ଜଗନ୍ନାଥ ସଂସ୍କୃତିରେ ଏହି ଭାବ ସର୍ବତ୍ର ପରିବ୍ୟାପ୍ତ । ପ୍ରେମ, ବିଶ୍ୱାସ ଓ ନିଷ୍ଠା — ଏହି ତିନିର ସମାହାରରେ ଭକ୍ତି ପୂର୍ଣ୍ଣତା ପାଏ । ସଂସାରର କୋଳାହଳ ଭିତରେ ମଧ୍ୟ ଯିଏ 'ମୁଁ ତୁମର' ବୋଲି କହିପାରେ, ତାହାର ଜୀବନ ଧନ୍ୟ । 'ମୁଁ ତୁମର' — ଏ ଦୁଇ ପଦରେ ଲୁଚି ରହିଛି ସମର୍ପଣର ଗଭୀର ଦର୍ଶନ । ଭକ୍ତ ଯେତେବେଳେ ଭଗବାନଙ୍କ ନିକଟରେ ସମ୍ପୂର୍ଣ୍ଣ ଆତ୍ମସମର୍ପଣ କରେ, ସେତେବେଳେ ଅହଂକାର ଲୋପ ପାଏ । ଜଗନ୍ନାଥ ସଂସ୍କୃତିରେ ଏହି ଭାବ ସର୍ବତ୍ର ପରିବ୍ୟାପ୍ତ । ପ୍ରେମ, ବିଶ୍ୱାସ ଓ ନିଷ୍ଠା — ଏହି ତିନିର ସମାହାରରେ ଭକ୍ତି ପୂର୍ଣ୍ଣତା ପାଏ । ସଂସାରର କୋଳାହଳ ଭିତରେ ମଧ୍ୟ ଯିଏ 'ମୁଁ ତୁମର' ବୋଲି କହିପାରେ, ତାହାର ଜୀବନ ଧନ୍ୟ ।: [935, 1696, 1144, 1967]
tumara-col-3: 'ମୁଁ ତୁମର' — ଏ ଦୁଇ ପଦରେ ଲୁଚି ରହିଛି ସମର୍ପଣର ଗଭୀର ଦର୍ଶନ । ଭକ୍ତ ଯେତେବେଳେ ଭଗବାନଙ୍କ ନିକଟରେ ସମ୍ପୂର୍ଣ୍ଣ ଆତ୍ମସମର୍ପଣ କରେ, ସେତେବେଳେ ଅହଂକାର ଲୋପ ପାଏ । ଜଗନ୍ନାଥ ସଂସ୍କୃତିରେ ଏହି ଭାବ ସର୍ବତ୍ର ପରିବ୍ୟାପ୍ତ । ପ୍ରେମ, ବିଶ୍ୱାସ ଓ ନିଷ୍ଠା — ଏହି ତିନିର ସମାହାରରେ ଭକ୍ତି ପୂର୍ଣ୍ଣତା ପାଏ । ସଂସାରର କୋଳାହଳ ଭିତରେ ମଧ୍ୟ ଯିଏ 'ମୁଁ ତୁମର' ବୋଲି କହିପାରେ, ତାହାର ଜୀବନ ଧନ୍ୟ ।: [729, 1861, 922, 2010]
letter-body-2: ଶବ୍ଦର ଶକ୍ତି ଅସୀମ — ଗୋଟିଏ କଥା କାହାକୁ ଗଢ଼ିପାରେ, ଗୋଟିଏ କଥା ଭାଙ୍ଗିପାରେ । ତେଣୁ କିଛି କହିବା ଆଗରୁ ଦୁଇଥର ଭାବିବା ଉଚିତ । ଶବ୍ଦର ଶକ୍ତି ଅସୀମ — ଗୋଟିଏ କଥା କାହାକୁ ଗଢ଼ିପାରେ, ଗୋଟିଏ କଥା ଭାଙ୍ଗିପାରେ । ତେଣୁ କିଛି କହିବା ଆଗରୁ ଦୁଇଥର ଭାବିବା ଉଚିତ ।: [722, 2281, 909, 2362]
